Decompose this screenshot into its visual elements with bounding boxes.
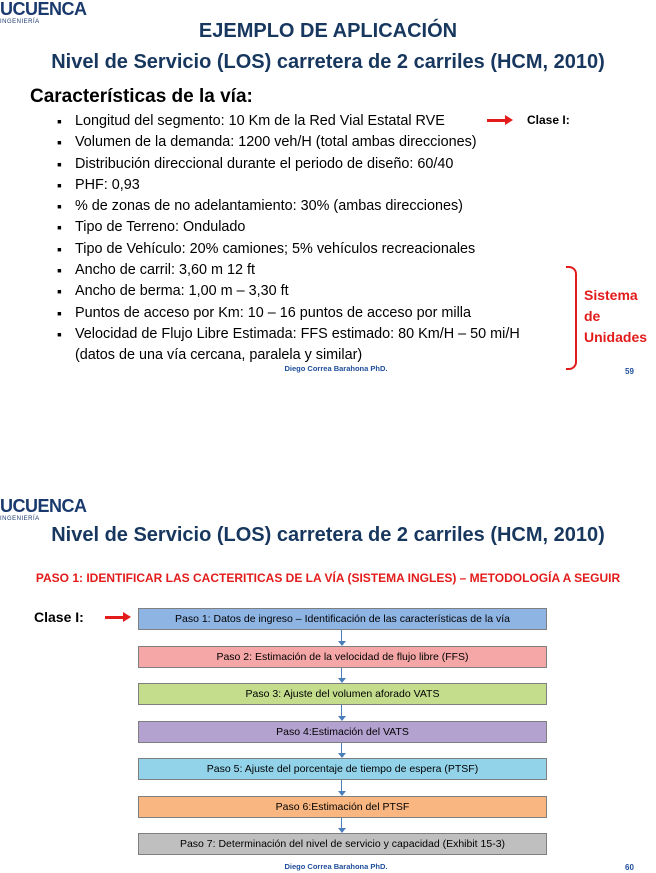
units-label xyxy=(584,285,647,348)
list-item-text: Ancho de berma: 1,00 m – 3,30 ft xyxy=(75,283,289,300)
list-item-text: Ancho de carril: 3,60 m 12 ft xyxy=(75,262,255,279)
units-label-line: de xyxy=(584,308,601,324)
flowchart-step: Paso 7: Determinación del nivel de servicio y capacidad (Exhibit 15-3) xyxy=(138,833,547,855)
list-item-text: Puntos de acceso por Km: 10 – 16 puntos de acceso por milla xyxy=(75,304,471,321)
units-label-line: Unidades xyxy=(584,329,648,345)
list-item-text: PHF: 0,93 xyxy=(75,176,140,193)
list-item xyxy=(57,239,577,260)
slide-59 xyxy=(0,0,656,436)
list-item xyxy=(57,132,577,153)
step-heading: PASO 1: IDENTIFICAR LAS CACTERITICAS DE LA VÍA (SISTEMA INGLES) – METODOLOGÍA A SEGUIR xyxy=(35,571,621,585)
list-item-text: ▪ Velocidad de Flujo Libre Estimada: FFS estimado: 80 Km/H – 50 mi/H xyxy=(75,325,520,342)
list-item-continuation: (datos de una vía cercana, paralela y similar) xyxy=(75,347,363,364)
slide-title: EJEMPLO DE APLICACIÓN xyxy=(198,20,458,42)
section-heading: Características de la vía: xyxy=(30,86,253,107)
logo-subtitle: INGENIERÍA xyxy=(0,516,40,522)
page-number: 60 xyxy=(625,863,634,872)
list-item xyxy=(57,217,577,238)
list-item-text: Distribución direccional durante el periodo de diseño: 60/40 xyxy=(75,155,454,172)
list-item-text: Tipo de Terreno: Ondulado xyxy=(75,219,246,236)
flowchart-connector xyxy=(341,743,342,753)
bracket-icon xyxy=(566,266,577,370)
list-item xyxy=(57,196,577,217)
clase-label: Clase I: xyxy=(527,113,570,127)
ucuenca-logo xyxy=(0,497,87,522)
flowchart-step: Paso 3: Ajuste del volumen aforado VATS xyxy=(138,683,547,705)
flowchart-step: Paso 4:Estimación del VATS xyxy=(138,721,547,743)
logo-wordmark: UCUENCA xyxy=(0,0,87,19)
list-item xyxy=(57,260,577,281)
logo-wordmark: UCUENCA xyxy=(0,496,87,516)
author-footer: Diego Correa Barahona PhD. xyxy=(284,862,388,871)
list-item-text: Volumen de la demanda: 1200 veh/H (total ambas direcciones) xyxy=(75,134,477,151)
list-item xyxy=(57,154,577,175)
flowchart-connector xyxy=(341,818,342,828)
list-item xyxy=(57,281,577,302)
slide-subtitle: Nivel de Servicio (LOS) carretera de 2 carriles (HCM, 2010) xyxy=(51,51,605,73)
flowchart-step: Paso 2: Estimación de la velocidad de flujo libre (FFS) xyxy=(138,646,547,668)
slide-60 xyxy=(0,437,656,873)
units-label-line: Sistema xyxy=(584,287,638,303)
list-item-text: % de zonas de no adelantamiento: 30% (ambas direcciones) xyxy=(75,198,463,215)
author-footer: Diego Correa Barahona PhD. xyxy=(284,364,388,373)
logo-subtitle: INGENIERÍA xyxy=(0,19,40,25)
flowchart-connector xyxy=(341,705,342,716)
flowchart-connector xyxy=(341,780,342,791)
flowchart-connector xyxy=(341,630,342,641)
list-item-text: Longitud del segmento: 10 Km de la Red Vial Estatal RVE xyxy=(75,113,445,129)
page-number: 59 xyxy=(625,367,634,376)
flowchart-step: Paso 6:Estimación del PTSF xyxy=(138,796,547,818)
list-item-text: Tipo de Vehículo: 20% camiones; 5% vehículos recreacionales xyxy=(75,240,476,257)
flowchart-step: Paso 5: Ajuste del porcentaje de tiempo de espera (PTSF) xyxy=(138,758,547,780)
list-item xyxy=(57,175,577,196)
flowchart-connector xyxy=(341,668,342,678)
list-item xyxy=(57,303,577,324)
list-item xyxy=(57,324,577,367)
clase-label: Clase I: xyxy=(34,609,84,625)
flowchart-step: Paso 1: Datos de ingreso – Identificación de las características de la vía xyxy=(138,608,547,630)
slide-title: Nivel de Servicio (LOS) carretera de 2 carriles (HCM, 2010) xyxy=(51,524,605,546)
characteristics-list xyxy=(57,111,577,367)
